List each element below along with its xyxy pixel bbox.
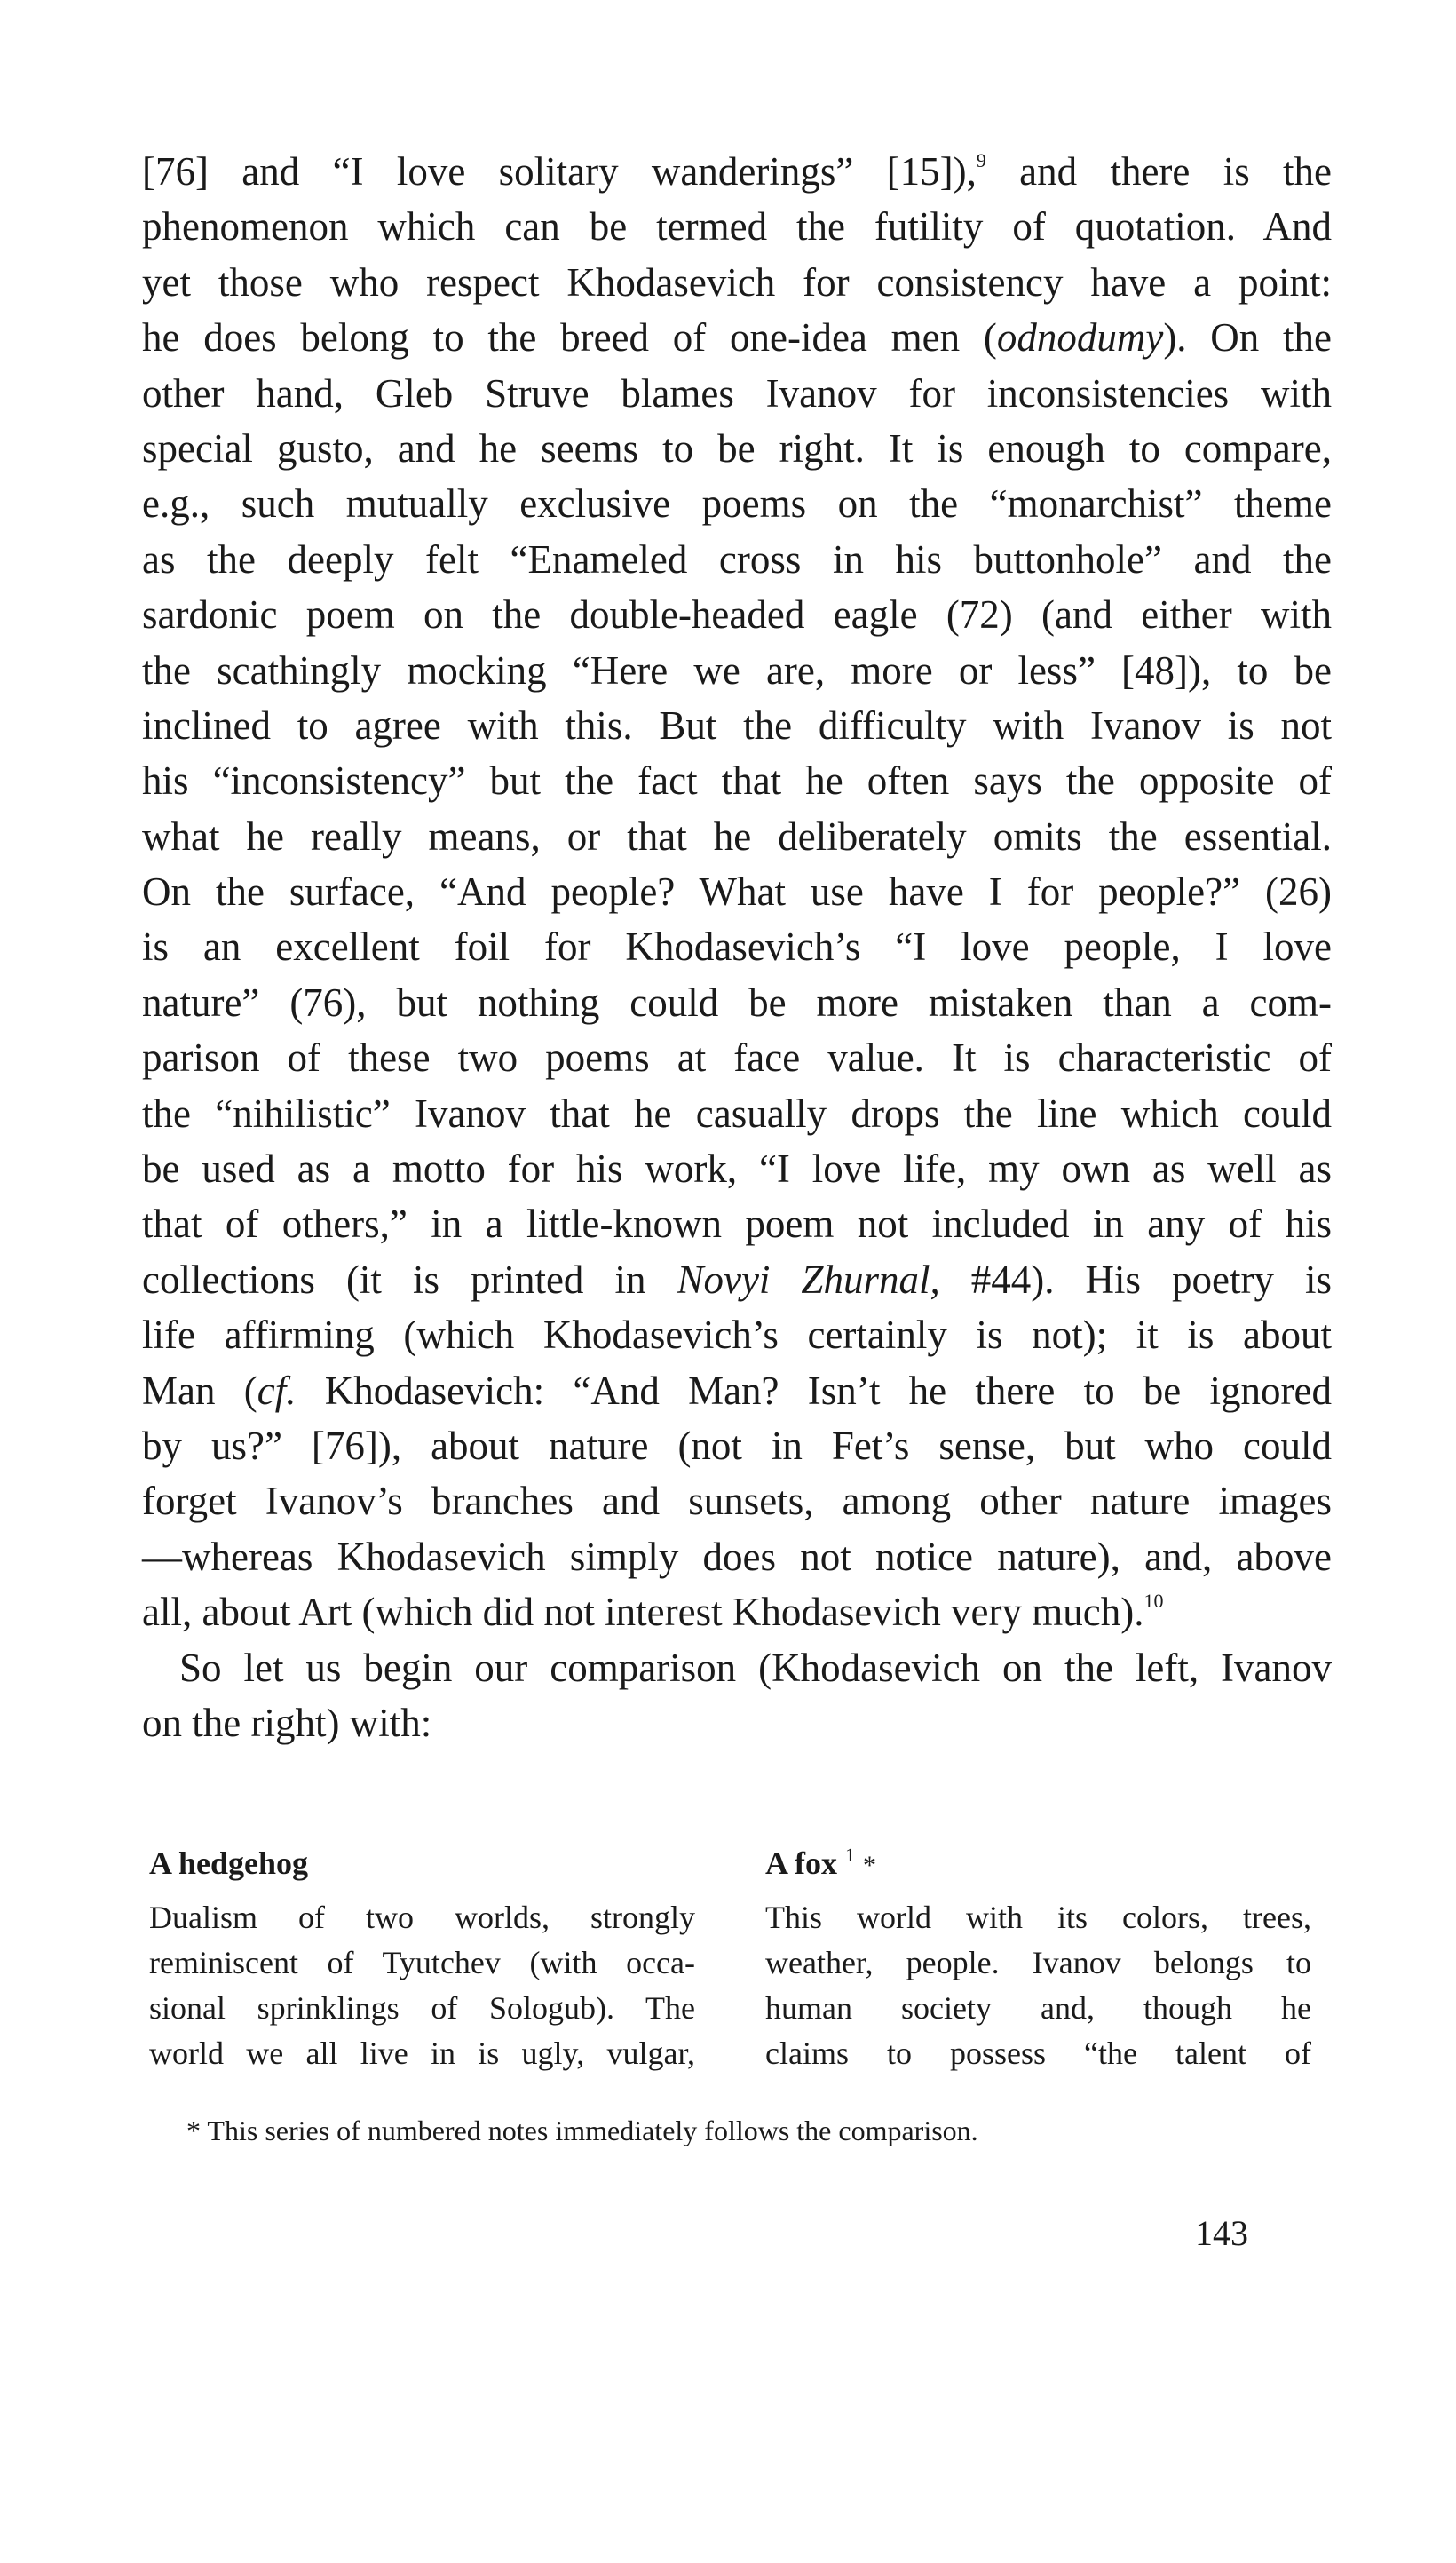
column-body xyxy=(765,1895,1311,2076)
text-line: On the surface, “And people? What use have I for people?” (26) xyxy=(142,869,1332,915)
column-line: world we all live in is ugly, vulgar, xyxy=(149,2035,695,2071)
text-line: parison of these two poems at face value. It is characteristic of xyxy=(142,1036,1332,1081)
italic-abbrev: cf. xyxy=(257,1368,297,1413)
column-line: Dualism of two worlds, strongly xyxy=(149,1900,695,1935)
text-line: his “inconsistency” but the fact that he often says the opposite of xyxy=(142,758,1332,804)
column-line: reminiscent of Tyutchev (with occa- xyxy=(149,1945,695,1980)
text-line: So let us begin our comparison (Khodasevich on the left, Ivanov xyxy=(179,1645,1332,1690)
column-line: human society and, though he xyxy=(765,1990,1311,2026)
footnote-ref: 1 xyxy=(845,1844,855,1866)
text-line: the “nihilistic” Ivanov that he casually drops the line which could xyxy=(142,1091,1332,1136)
column-heading: A fox $^1$ * xyxy=(765,1844,876,1881)
text-line: special gusto, and he seems to be right. It is enough to compare, xyxy=(142,425,1332,471)
text-line: the scathingly mocking “Here we are, more or less” [48]), to be xyxy=(142,647,1332,693)
text-line: yet those who respect Khodasevich for consistency have a point: xyxy=(142,259,1332,305)
text-line: life affirming (which Khodasevich’s certainly is not); it is about xyxy=(142,1313,1332,1358)
column-heading: A hedgehog xyxy=(149,1845,309,1881)
text-line: sardonic poem on the double-headed eagle (72) (and either with xyxy=(142,592,1332,638)
text-line: as the deeply felt “Enameled cross in his buttonhole” and the xyxy=(142,536,1332,582)
footnote-ref: 9 xyxy=(976,149,986,171)
text-line: is an excellent foil for Khodasevich’s “I love people, I love xyxy=(142,924,1332,970)
column-body xyxy=(149,1895,695,2076)
text-line: forget Ivanov’s branches and sunsets, among other nature images xyxy=(142,1479,1332,1524)
italic-term: odnodumy xyxy=(996,315,1164,361)
text-line: all, about Art (which did not interest Khodasevich very much).$^{10}$ xyxy=(142,1590,1164,1635)
text-line: —whereas Khodasevich simply does not notice nature), and, above xyxy=(142,1534,1332,1579)
text-line: collections (it is printed in Novyi Zhurnal, #44). His poetry is xyxy=(142,1257,1332,1302)
text-line: he does belong to the breed of one-idea men (odnodumy). On the xyxy=(142,315,1332,361)
asterisk-mark: * xyxy=(863,1851,876,1880)
right-column xyxy=(765,1838,1311,2076)
text-line: on the right) with: xyxy=(142,1700,432,1745)
left-column xyxy=(149,1838,695,2076)
column-line: sional sprinklings of Sologub). The xyxy=(149,1990,695,2026)
page-number: 143 xyxy=(1195,2213,1248,2253)
footnote: * This series of numbered notes immediately follows the comparison. xyxy=(186,2115,978,2146)
column-line: weather, people. Ivanov belongs to xyxy=(765,1945,1311,1980)
text-line: other hand, Gleb Struve blames Ivanov for inconsistencies with xyxy=(142,370,1332,416)
text-line: [76] and “I love solitary wanderings” [15]),$^9$ and there is the xyxy=(142,149,1333,194)
italic-title: Novyi Zhurnal, xyxy=(677,1257,940,1302)
text-line: what he really means, or that he deliberately omits the essential. xyxy=(142,813,1332,859)
text-line: be used as a motto for his work, “I love life, my own as well as xyxy=(142,1147,1332,1192)
text-line: by us?” [76]), about nature (not in Fet’s sense, but who could xyxy=(142,1423,1332,1468)
body-text xyxy=(142,144,1332,1750)
column-line: claims to possess “the talent of xyxy=(765,2035,1311,2071)
text-line: phenomenon which can be termed the futility of quotation. And xyxy=(142,204,1332,250)
text-line: that of others,” in a little-known poem not included in any of his xyxy=(142,1202,1332,1247)
text-line: inclined to agree with this. But the difficulty with Ivanov is not xyxy=(142,702,1332,748)
column-line: This world with its colors, trees, xyxy=(765,1900,1311,1935)
footnote-ref: 10 xyxy=(1143,1590,1164,1613)
text-line: Man (cf. Khodasevich: “And Man? Isn’t he there to be ignored xyxy=(142,1368,1332,1413)
text-line: nature” (76), but nothing could be more mistaken than a com- xyxy=(142,980,1332,1025)
text-line: e.g., such mutually exclusive poems on the “monarchist” theme xyxy=(142,481,1332,527)
